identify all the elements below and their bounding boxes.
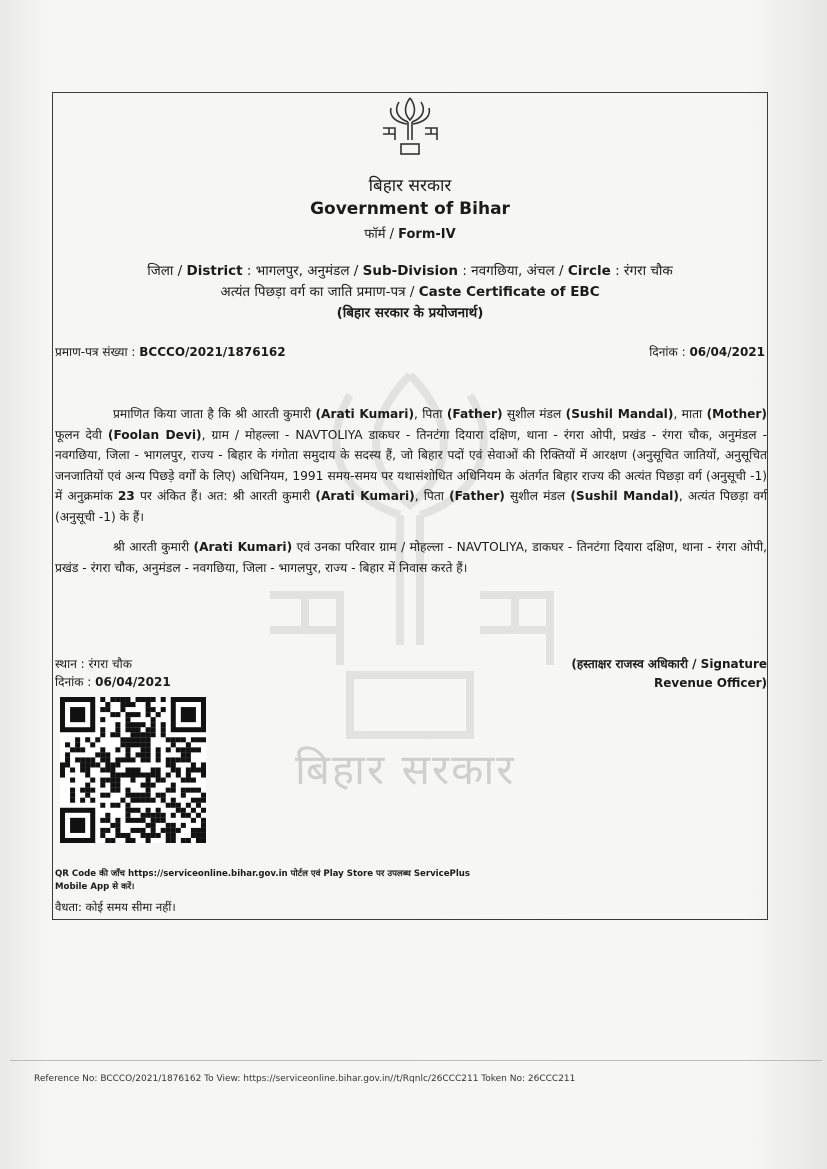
- location-line: [52, 261, 768, 279]
- gov-title-english: Government of Bihar: [310, 199, 510, 219]
- issue-date: [55, 673, 171, 690]
- certificate-title: [52, 282, 768, 300]
- certificate-title-hindi: अत्यंत पिछड़ा वर्ग का जाति प्रमाण-पत्र /: [220, 284, 419, 300]
- certificate-date-value: 06/04/2021: [689, 345, 765, 359]
- form-label: [52, 224, 768, 242]
- para-text: , माता: [673, 407, 707, 421]
- para-text: , पिता: [414, 407, 447, 421]
- district-value: : भागलपुर, अनुमंडल /: [242, 263, 363, 279]
- qr-verification-note: [55, 868, 515, 894]
- certification-paragraph: [55, 404, 767, 527]
- para-text: सुशील मंडल: [504, 489, 571, 503]
- qr-code-icon[interactable]: [60, 697, 206, 843]
- mother-label: (Mother): [706, 407, 767, 421]
- circle-value: : रंगरा चौक: [610, 263, 673, 279]
- mother-name-en: (Foolan Devi): [107, 427, 202, 442]
- para-text: प्रमाणित किया जाता है कि श्री आरती कुमारी: [113, 407, 316, 421]
- subdivision-label: Sub-Division: [362, 263, 459, 279]
- certificate-date: [649, 343, 765, 360]
- purpose-text: (बिहार सरकार के प्रयोजनार्थ): [336, 305, 484, 321]
- gov-title-hindi: बिहार सरकार: [368, 176, 452, 196]
- certificate-title-english: Caste Certificate of EBC: [418, 284, 600, 300]
- certificate-purpose: [52, 303, 768, 321]
- signature-label-english: Signature: [700, 657, 767, 671]
- district-label: District: [186, 263, 243, 279]
- qr-note-line2: Mobile App से करें।: [55, 882, 135, 892]
- qr-note-line1: QR Code की जाँच https://serviceonline.bihar.gov.in पोर्टल एवं Play Store पर उपलब्ध ServicePlus: [55, 869, 471, 879]
- father-name-en: (Sushil Mandal): [565, 407, 674, 421]
- para-text: , ग्राम / मोहल्ला - NAVTOLIYA डाकघर - तिनटंगा दियारा दक्षिण, थाना - रंगरा ओपी, प्रखंड - रंगरा चौक, अनुमंडल - नवगछिया, जिला - भागलपुर, राज्य - बिहार के गंगोता समुदाय के सदस्य हैं, जो बिहार पदों एवं सेवाओं की रिक्तियों में आरक्षण (अनुसूचित जातियों, अनुसूचित जनजातियों एवं अन्य पिछड़े वर्गों के लिए) अधिनियम, 1991 समय-समय पर यथासंशोधित अधिनियम के अंतर्गत बिहार राज्य की अत्यंत पिछड़ा वर्ग (अनुसूची -1) में अनुक्रमांक: [55, 427, 768, 503]
- para-text: सुशील मंडल: [502, 407, 566, 421]
- residence-paragraph: [55, 537, 767, 578]
- certificate-number-value: BCCCO/2021/1876162: [139, 345, 286, 359]
- para-text: पर अंकित हैं। अत: श्री आरती कुमारी: [134, 489, 316, 503]
- form-label-hindi: फॉर्म /: [364, 227, 399, 242]
- certificate-date-label: दिनांक :: [649, 345, 690, 359]
- serial-number: 23: [117, 489, 135, 503]
- place: स्थान : रंगरा चौक: [55, 657, 132, 671]
- form-label-english: Form-IV: [398, 227, 456, 242]
- revenue-officer-label: Revenue Officer): [654, 676, 767, 690]
- signature-label-hindi: (हस्ताक्षर राजस्व अधिकारी /: [571, 657, 701, 671]
- para-text: , अत्यंत पिछड़ा वर्ग (अनुसूची -1) के हैं।: [55, 489, 768, 524]
- footer-reference: Reference No: BCCCO/2021/1876162 To View: https://serviceonline.bihar.gov.in//t/Rqnlc/26CCC211 Token No: 26CCC211: [34, 1074, 576, 1084]
- father-name-en: (Sushil Mandal): [570, 489, 679, 503]
- issue-date-value: 06/04/2021: [95, 675, 171, 689]
- applicant-name-en: (Arati Kumari): [315, 489, 415, 503]
- district-label-hindi: जिला /: [147, 263, 187, 279]
- para-text: एवं उनका परिवार ग्राम / मोहल्ला - NAVTOLIYA, डाकघर - तिनटंगा दियारा दक्षिण, थाना - रंगरा ओपी, प्रखंड - रंगरा चौक, अनुमंडल - नवगछिया, जिला - भागलपुर, राज्य - बिहार में निवास करते हैं।: [55, 540, 767, 575]
- watermark-text: बिहार सरकार: [295, 745, 516, 794]
- circle-label: Circle: [567, 263, 611, 279]
- applicant-name-en: (Arati Kumari): [193, 540, 293, 554]
- signature-block: [571, 655, 767, 693]
- certificate-number-label: प्रमाण-पत्र संख्या :: [55, 345, 140, 359]
- validity-note: वैधता: कोई समय सीमा नहीं।: [55, 900, 176, 914]
- para-text: , पिता: [414, 489, 450, 503]
- father-label: (Father): [449, 489, 505, 503]
- applicant-name-en: (Arati Kumari): [315, 407, 415, 421]
- bihar-govt-emblem-icon: [377, 96, 443, 158]
- para-text: श्री आरती कुमारी: [113, 540, 194, 554]
- para-text: फूलन देवी: [55, 427, 108, 442]
- father-label: (Father): [446, 407, 503, 421]
- subdivision-value: : नवगछिया, अंचल /: [458, 263, 568, 279]
- issue-date-label: दिनांक :: [55, 675, 96, 689]
- certificate-number: [55, 343, 286, 360]
- footer-divider: [10, 1060, 822, 1061]
